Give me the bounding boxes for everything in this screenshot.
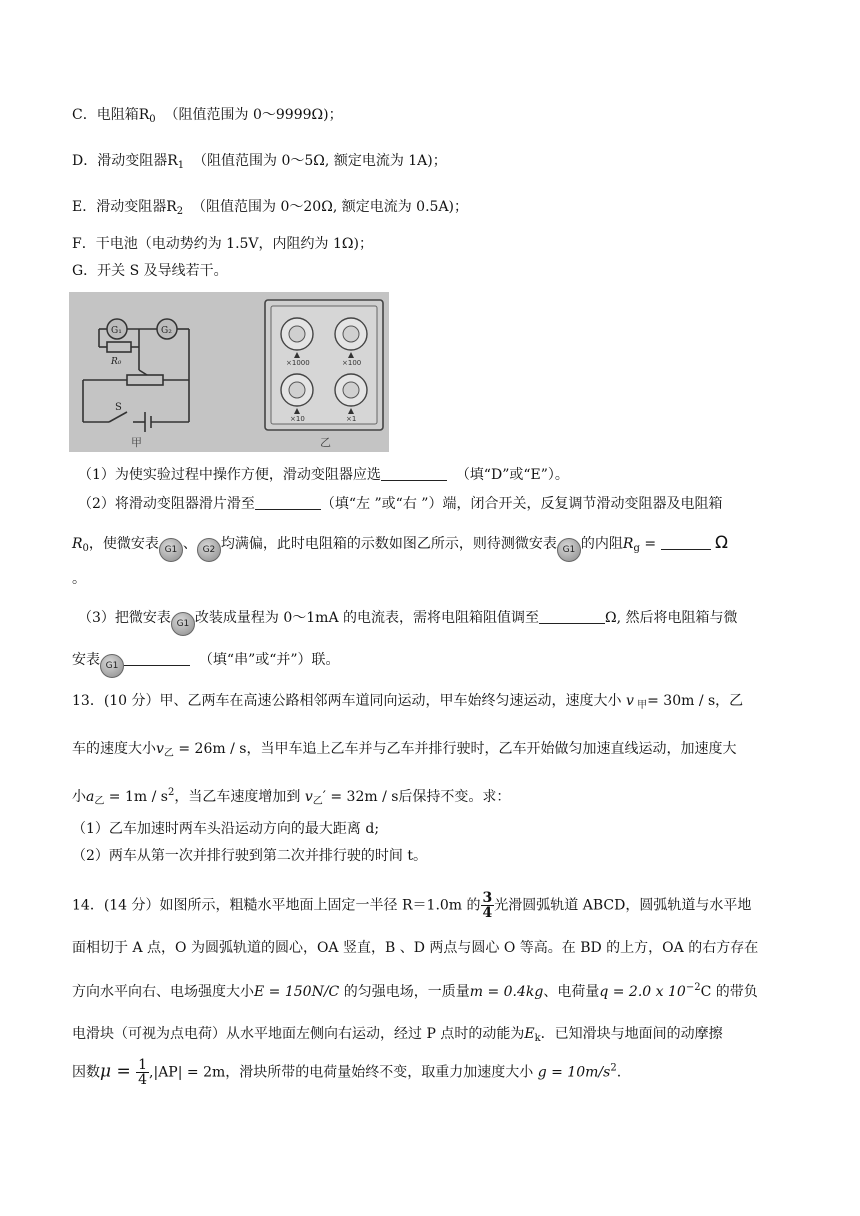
fraction-one-quarter: $\frac{1}{4}$ <box>138 1057 148 1088</box>
r0-label: R₀ <box>111 357 122 367</box>
q13-line2: 车的速度大小$v_乙 = 26m / s$，当甲车追上乙车并与乙车并排行驶时，乙车开始做匀加速直线运动，加速度大 <box>72 741 737 759</box>
circuit-diagram <box>69 292 389 452</box>
dial-x1000 <box>281 318 313 367</box>
q13-line3: 小$a_乙 = 1m / s^2$，当乙车速度增加到 $v_乙' = 32m / s$后保持不变。求： <box>72 787 511 807</box>
q12-part1: （1）为使实验过程中操作方便，滑动变阻器应选 （填“D”或“E”）。 <box>78 467 569 483</box>
g1-icon: G1 <box>557 538 581 562</box>
q14-line2: 面相切于 A 点，O 为圆弧轨道的圆心，OA 竖直，B 、D 两点与圆心 O 等高。在 BD 的上方，OA 的右方存在 <box>72 940 759 956</box>
svg-text:×10: ×10 <box>290 415 305 423</box>
svg-text:×100: ×100 <box>342 359 362 367</box>
circuit-figure <box>69 292 389 452</box>
g2-icon: G2 <box>197 538 221 562</box>
answer-blank[interactable] <box>661 535 711 550</box>
q12-part3-line1: （3）把微安表 G1 改装成量程为 0～1mA 的电流表，需将电阻箱阻值调至 Ω, 然后将电阻箱与微 <box>78 609 738 636</box>
label-yi: 乙 <box>320 436 331 449</box>
answer-blank[interactable] <box>255 495 321 510</box>
svg-text:×1: ×1 <box>346 415 357 423</box>
g1-icon: G1 <box>100 654 124 678</box>
answer-blank[interactable] <box>381 466 447 481</box>
label-jia: 甲 <box>131 436 142 449</box>
svg-text:G₁: G₁ <box>111 326 122 336</box>
item-d: D．滑动变阻器$R_1$ （阻值范围为 0～5Ω, 额定电流为 1A)； <box>72 153 447 171</box>
g1-meter <box>107 319 127 339</box>
q14-line1: 14．(14 分）如图所示，粗糙水平地面上固定一半径 R＝1.0m 的 $\frac{3}{4}$ 光滑圆弧轨道 ABCD，圆弧轨道与水平地 <box>72 890 752 921</box>
item-g: G．开关 S 及导线若干。 <box>72 263 228 279</box>
g2-meter <box>157 319 177 339</box>
svg-text:×1000: ×1000 <box>286 359 310 367</box>
q12-part2-end: 。 <box>72 571 86 587</box>
item-c: C．电阻箱$R_0$ （阻值范围为 0～9999Ω)； <box>72 107 343 125</box>
answer-blank[interactable] <box>124 651 190 666</box>
switch-label: S <box>115 402 122 413</box>
q14-line3: 方向水平向右、电场强度大小E = 150N/C 的匀强电场，一质量m = 0.4kg、电荷量q = 2.0 x $10^{-2}C$ 的带负 <box>72 982 758 1000</box>
q14-line5: 因数μ = $\frac{1}{4}$ ,|AP| = 2m，滑块所带的电荷量始终不变，取重力加速度大小 $g = 10m/s^2$. <box>72 1057 622 1088</box>
q12-part2-line2: $R_0$，使微安表 G1 、 G2 均满偏，此时电阻箱的示数如图乙所示，则待测微安表 G1 的内阻$R_g = \Omega$ <box>72 532 728 562</box>
q12-part3-line2: 安表 G1 （填“串”或“并”）联。 <box>72 651 340 678</box>
answer-blank[interactable] <box>539 609 605 624</box>
item-e: E．滑动变阻器$R_2$ （阻值范围为 0～20Ω, 额定电流为 0.5A)； <box>72 199 469 217</box>
q13-part1: （1）乙车加速时两车头沿运动方向的最大距离 d; <box>72 821 380 837</box>
q14-line4: 电滑块（可视为点电荷）从水平地面左侧向右运动，经过 P 点时的动能为$E_k$．已知滑块与地面间的动摩擦 <box>72 1026 723 1044</box>
q13-line1: 13．(10 分）甲、乙两车在高速公路相邻两车道同向运动，甲车始终匀速运动，速度大小 v $_甲$= 30m / s，乙 <box>72 693 744 711</box>
g1-icon: G1 <box>159 538 183 562</box>
svg-text:G₂: G₂ <box>161 326 172 336</box>
fraction-three-quarters: $\frac{3}{4}$ <box>482 890 493 921</box>
g1-icon: G1 <box>171 612 195 636</box>
item-f: F．干电池（电动势约为 1.5V，内阻约为 1Ω)； <box>72 236 373 252</box>
q12-part2-line1: （2）将滑动变阻器滑片滑至 （填“左 ”或“右 ”）端，闭合开关，反复调节滑动变阻器及电阻箱 <box>78 496 723 512</box>
q13-part2: （2）两车从第一次并排行驶到第二次并排行驶的时间 t。 <box>72 848 427 864</box>
